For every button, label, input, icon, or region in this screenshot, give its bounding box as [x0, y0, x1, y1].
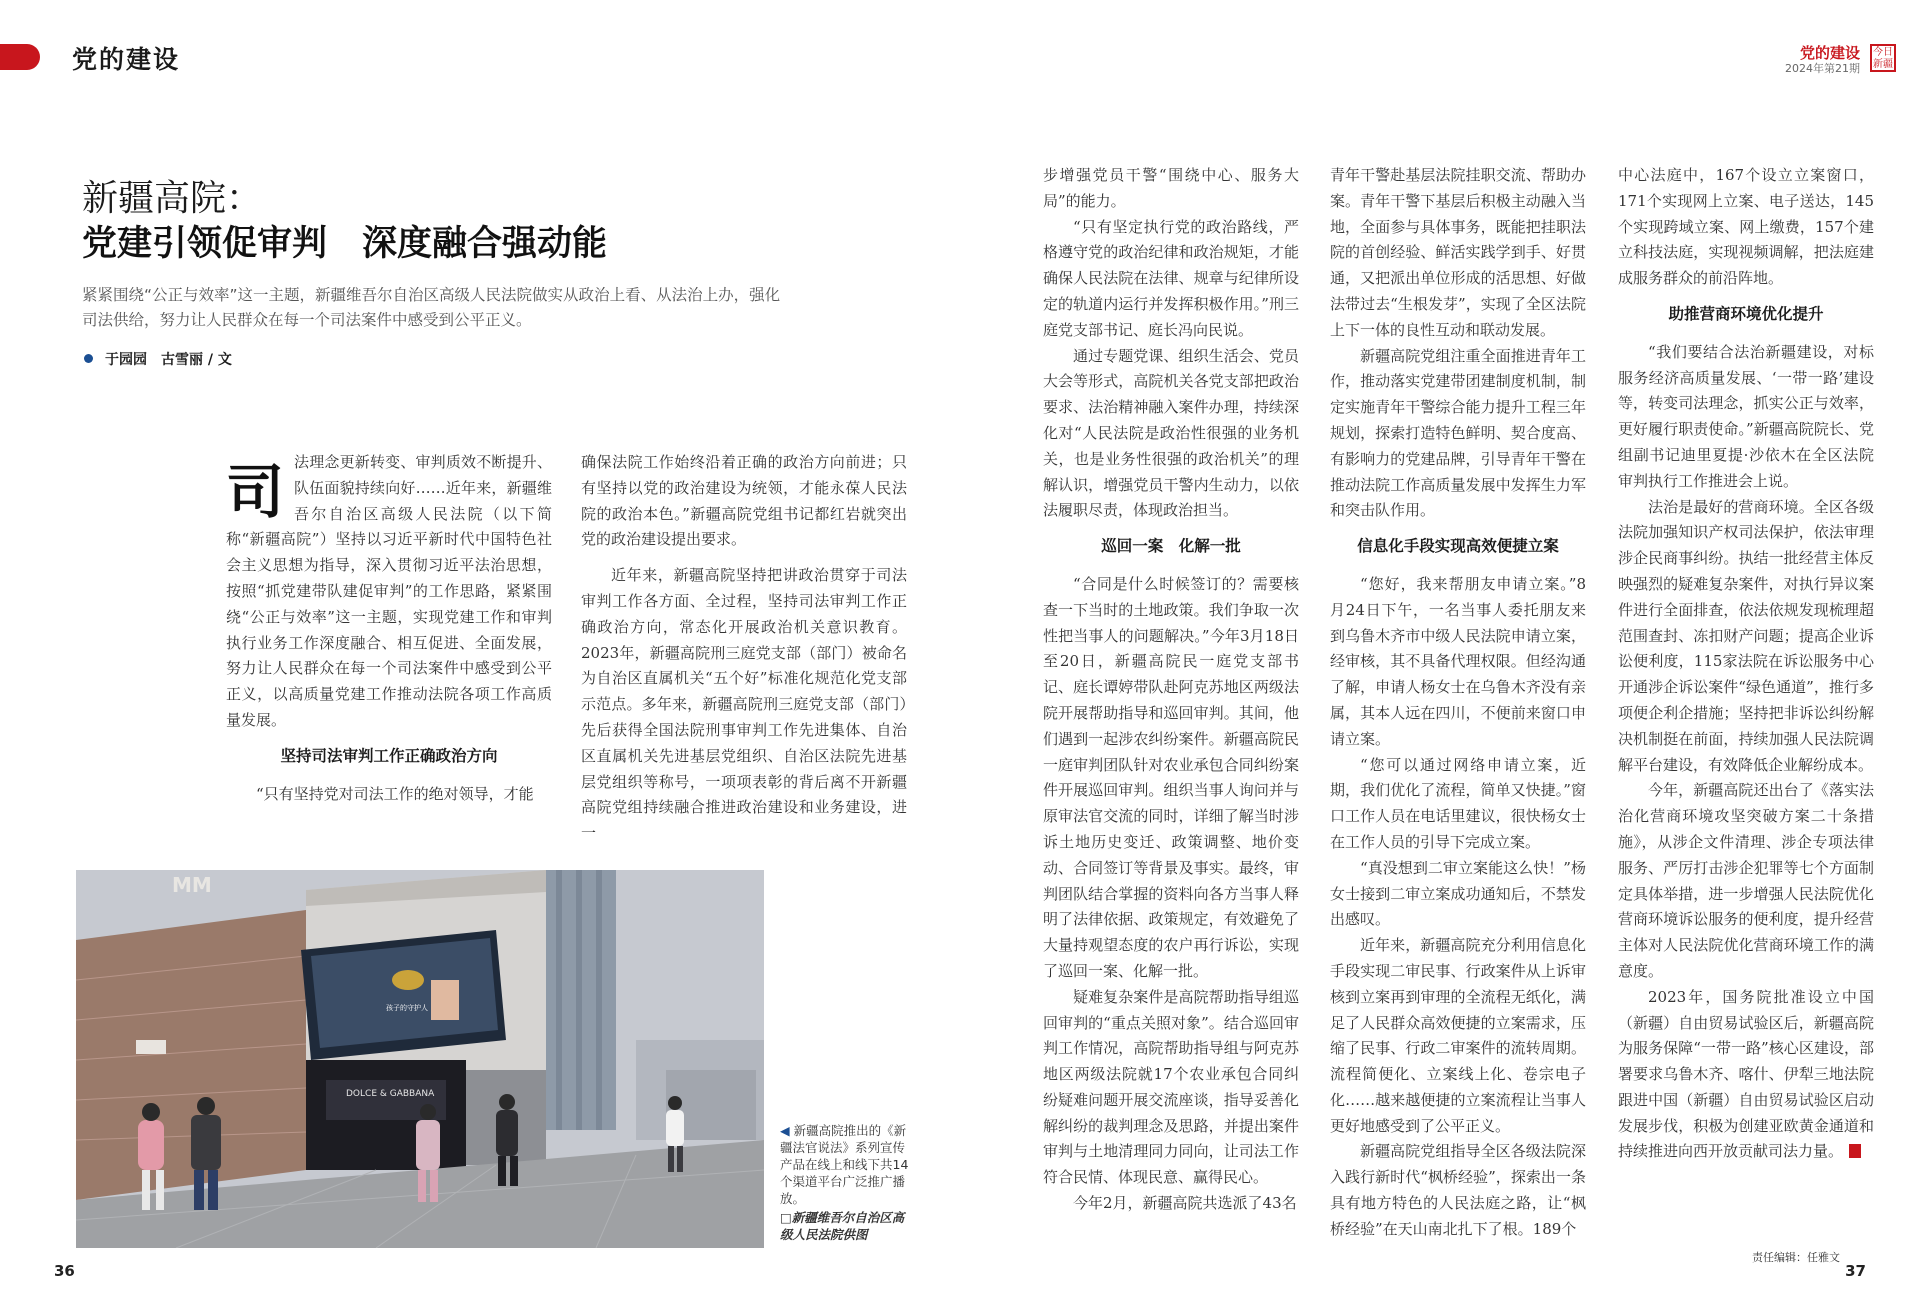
- page-number-left: 36: [54, 1262, 75, 1280]
- paragraph: 疑难复杂案件是高院帮助指导组巡回审判的“重点关照对象”。结合巡回审判工作情况，高院帮助指导组与阿克苏地区两级法院就17个农业承包合同纠纷疑难问题开展交流座谈，指导妥善化解纠纷的裁判理念及思路，并提出案件审判与土地清理同力同向，让司法工作符合民情、体现民意、赢得民心。: [1043, 987, 1299, 1187]
- article-title-line1: 新疆高院：: [82, 178, 263, 219]
- editor-credit: 责任编辑：任雅文: [1752, 1251, 1840, 1264]
- brand-sign: DOLCE & GABBANA: [346, 1089, 435, 1099]
- paragraph-text: 2023年，国务院批准设立中国（新疆）自由贸易试验区后，新疆高院为服务保障“一带一路”核心区建设，部署要求乌鲁木齐、喀什、伊犁三地法院跟进中国（新疆）自由贸易试验区启动发展步伐，积极为创建亚欧黄金通道和持续推进向西开放贡献司法力量。: [1618, 987, 1874, 1161]
- subheading: 助推营商环境优化提升: [1668, 304, 1824, 323]
- paragraph: “您好，我来帮朋友申请立案。”8月24日下午，一名当事人委托朋友来到乌鲁木齐市中级人民法院申请立案，经审核，其不具备代理权限。但经沟通了解，申请人杨女士在乌鲁木齐没有亲属，其本人远在四川，不便前来窗口申请立案。: [1330, 574, 1586, 748]
- text-column-5: [1618, 163, 1874, 1165]
- section-tab-marker: [0, 44, 40, 70]
- paragraph: “只有坚定执行党的政治路线，严格遵守党的政治纪律和政治规矩，才能确保人民法院在法律、规章与纪律所设定的轨道内运行并发挥积极作用。”刑三庭党支部书记、庭长冯向民说。: [1043, 217, 1299, 339]
- paragraph: 新疆高院党组指导全区各级法院深入践行新时代“枫桥经验”，探索出一条具有地方特色的人民法庭之路，让“枫桥经验”在天山南北扎下了根。189个: [1330, 1142, 1586, 1238]
- mm-rooftop-sign: MM: [172, 873, 212, 897]
- caption-arrow-icon: ◀: [780, 1123, 794, 1138]
- paragraph: “合同是什么时候签订的？需要核查一下当时的土地政策。我们争取一次性把当事人的问题解决。”今年3月18日至20日，新疆高院民一庭党支部书记、庭长谭婷带队赴阿克苏地区两级法院开展帮助指导和巡回审判。其间，他们遇到一起涉农纠纷案件。新疆高院民一庭审判团队针对农业承包合同纠纷案件开展巡回审判。组织当事人询问并与原审法官交流的同时，详细了解当时涉诉土地历史变迁、政策调整、地价变动、合同签订等背景及事实。最终，审判团队结合掌握的资料向各方当事人释明了法律依据、政策规定，有效避免了大量持观望态度的农户再行诉讼，实现了巡回一案、化解一批。: [1043, 574, 1299, 980]
- text-column-2: [581, 450, 907, 847]
- paragraph: 法理念更新转变、审判质效不断提升、队伍面貌持续向好……近年来，新疆维吾尔自治区高级人民法院（以下简称“新疆高院”）坚持以习近平新时代中国特色社会主义思想为指导，深入贯彻习近平法治思想，按照“抓党建带队建促审判”的工作思路，紧紧围绕“公正与效率”这一主题，实现党建工作和审判执行业务工作深度融合、相互促进、全面发展，努力让人民群众在每一个司法案件中感受到公平正义，以高质量党建工作推动法院各项工作高质量发展。: [226, 453, 552, 729]
- paragraph: 通过专题党课、组织生活会、党员大会等形式，高院机关各党支部把政治要求、法治精神融入案件办理，持续深化对“人民法院是政治性很强的业务机关，也是业务性很强的政治机关”的理解认识，增强党员干警内生动力，以依法履职尽责，体现政治担当。: [1043, 346, 1299, 520]
- screen-text: 孩子的守护人: [386, 1004, 428, 1012]
- article-photo: [76, 870, 764, 1248]
- paragraph: “真没想到二审立案能这么快！”杨女士接到二审立案成功通知后，不禁发出感叹。: [1330, 858, 1586, 929]
- mall-street-scene-illustration: [76, 870, 764, 1248]
- masthead-issue: 2024年第21期: [1785, 62, 1860, 75]
- page-number-right: 37: [1845, 1262, 1866, 1280]
- paragraph: 法治是最好的营商环境。全区各级法院加强知识产权司法保护，依法审理涉企民商事纠纷。执结一批经营主体反映强烈的疑难复杂案件，对执行异议案件进行全面排查，依法依规发现梳理超范围查封、冻扣财产问题；提高企业诉讼便利度，115家法院在诉讼服务中心开通涉企诉讼案件“绿色通道”，推行多项便企利企措施；坚持把非诉讼纠纷解决机制挺在前面，持续加强人民法院调解平台建设，有效降低企业解纷成本。: [1618, 497, 1874, 774]
- paragraph: 青年干警赴基层法院挂职交流、帮助办案。青年干警下基层后积极主动融入当地，全面参与具体事务，既能把挂职法院的首创经验、鲜活实践学到手、好贯通，又把派出单位形成的活思想、好做法带过去“生根发芽”，实现了全区法院上下一体的良性互动和联动发展。: [1330, 166, 1586, 339]
- mm-sign: [136, 1040, 166, 1054]
- caption-text: [780, 1122, 912, 1207]
- subheading: 坚持司法审判工作正确政治方向: [280, 746, 498, 765]
- end-mark-icon: [1849, 1144, 1861, 1158]
- paragraph: 今年，新疆高院还出台了《落实法治化营商环境攻坚突破方案二十条措施》，从涉企文件清理、涉企专项法律服务、严厉打击涉企犯罪等七个方面制定具体举措，进一步增强人民法院优化营商环境诉讼服务的便利度，提升经营主体对人民法院优化营商环境工作的满意度。: [1618, 781, 1874, 980]
- masthead-seal-logo: 今日 新疆: [1870, 44, 1896, 72]
- masthead-name: 党的建设: [1799, 44, 1860, 62]
- caption-source: □新疆维吾尔自治区高级人民法院供图: [780, 1210, 905, 1242]
- paragraph: 中心法庭中，167个设立立案窗口，171个实现网上立案、电子送达，145个实现跨域立案、网上缴费，157个建立科技法庭，实现视频调解，把法庭建成服务群众的前沿阵地。: [1618, 166, 1874, 288]
- article-byline: [84, 349, 232, 369]
- section-label: 党的建设: [72, 45, 181, 74]
- paragraph: “只有坚持党对司法工作的绝对领导，才能: [256, 784, 534, 803]
- paragraph: 今年2月，新疆高院共选派了43名: [1073, 1194, 1297, 1213]
- paragraph: [1618, 985, 1874, 1166]
- article-title-line2: 党建引领促审判 深度融合强动能: [82, 224, 608, 264]
- text-column-3: [1043, 163, 1299, 1217]
- paragraph: 近年来，新疆高院充分利用信息化手段实现二审民事、行政案件从上诉审核到立案再到审理的全流程无纸化，满足了人民群众高效便捷的立案需求，压缩了民事、行政二审案件的流转周期。流程简便化、立案线上化、卷宗电子化……越来越便捷的立案流程让当事人更好地感受到了公平正义。: [1330, 936, 1586, 1135]
- paragraph: 确保法院工作始终沿着正确的政治方向前进；只有坚持以党的政治建设为统领，才能永葆人民法院的政治本色。”新疆高院党组书记都红岩就突出党的政治建设提出要求。: [581, 453, 907, 549]
- subheading: 巡回一案 化解一批: [1101, 537, 1241, 556]
- byline-dot-icon: [84, 354, 93, 363]
- dropcap: 司: [226, 458, 285, 526]
- paragraph: “您可以通过网络申请立案，近期，我们优化了流程，简单又快捷。”窗口工作人员在电话里建议，很快杨女士在工作人员的引导下完成立案。: [1330, 755, 1586, 851]
- photo-caption: [780, 1122, 912, 1243]
- paragraph: 步增强党员干警“围绕中心、服务大局”的能力。: [1043, 166, 1299, 210]
- text-column-1: [226, 450, 552, 807]
- caption-body: 新疆高院推出的《新疆法官说法》系列宣传产品在线上和线下共14个渠道平台广泛推广播放。: [780, 1123, 909, 1206]
- paragraph: “我们要结合法治新疆建设，对标服务经济高质量发展、‘一带一路’建设等，转变司法理念，抓实公正与效率，更好履行职责使命。”新疆高院院长、党组副书记迪里夏提·沙依木在全区法院审判执行工作推进会上说。: [1618, 342, 1874, 490]
- masthead: [1785, 44, 1860, 76]
- byline-text: 于园园 古雪丽 / 文: [105, 352, 232, 368]
- paragraph: 近年来，新疆高院坚持把讲政治贯穿于司法审判工作各方面、全过程，坚持司法审判工作正确政治方向，常态化开展政治机关意识教育。2023年，新疆高院刑三庭党支部（部门）被命名为自治区直属机关“五个好”标准化规范化党支部示范点。多年来，新疆高院刑三庭党支部（部门）先后获得全国法院刑事审判工作先进集体、自治区直属机关先进基层党组织、自治区法院先进基层党组织等称号，一项项表彰的背后离不开新疆高院党组持续融合推进政治建设和业务建设，进一: [581, 566, 907, 843]
- text-column-4: [1330, 163, 1586, 1243]
- subheading: 信息化手段实现高效便捷立案: [1357, 537, 1559, 556]
- article-lead: 紧紧围绕“公正与效率”这一主题，新疆维吾尔自治区高级人民法院做实从政治上看、从法治上办，强化司法供给，努力让人民群众在每一个司法案件中感受到公平正义。: [82, 286, 781, 329]
- paragraph: 新疆高院党组注重全面推进青年工作，推动落实党建带团建制度机制，制定实施青年干警综合能力提升工程三年规划，探索打造特色鲜明、契合度高、有影响力的党建品牌，引导青年干警在推动法院工作高质量发展中发挥生力军和突击队作用。: [1330, 346, 1586, 520]
